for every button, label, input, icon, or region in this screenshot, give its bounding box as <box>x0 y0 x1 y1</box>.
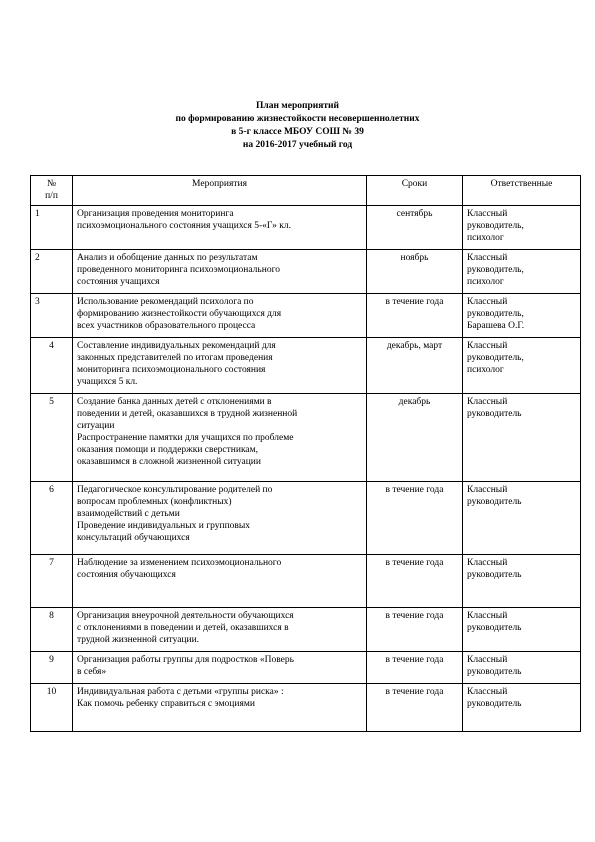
responsible-line: руководитель, <box>467 309 524 319</box>
activity-line: учащихся 5 кл. <box>77 377 138 387</box>
table-body <box>31 206 581 732</box>
responsible-line: Классный <box>467 297 508 307</box>
activity-line: Наблюдение за изменением психоэмоционального <box>77 558 282 568</box>
activity-line: Создание банка данных детей с отклонениями в <box>77 397 272 407</box>
row-number: 7 <box>31 555 73 608</box>
responsible-line: Классный <box>467 253 508 263</box>
row-dates: декабрь <box>367 394 463 482</box>
row-responsible <box>463 394 581 482</box>
activity-line: оказания помощи и поддержки сверстникам, <box>77 445 259 455</box>
activity-line: состояния обучающихся <box>77 570 176 580</box>
activity-line: мониторинга психоэмоционального состояния <box>77 365 266 375</box>
activity-line: Организация работы группы для подростков «Поверь <box>77 655 294 665</box>
table-row <box>31 555 581 608</box>
header-num: № п/п <box>31 176 73 206</box>
row-dates: ноябрь <box>367 250 463 294</box>
row-responsible <box>463 684 581 732</box>
activity-line: Распространение памятки для учащихся по проблеме <box>77 433 294 443</box>
activity-line: проведенного мониторинга психоэмоционального <box>77 265 280 275</box>
table-row <box>31 338 581 394</box>
row-responsible <box>463 555 581 608</box>
responsible-line: психолог <box>467 365 504 375</box>
activity-line: Индивидуальная работа с детьми «группы риска» : <box>77 687 284 697</box>
row-responsible <box>463 608 581 652</box>
row-number: 2 <box>31 250 73 294</box>
responsible-line: руководитель, <box>467 265 524 275</box>
document-subtitle: по формированию жизнестойкости несовершеннолетних <box>175 114 420 124</box>
responsible-line: руководитель <box>467 667 522 677</box>
activity-line: психоэмоционального состояния учащихся 5-«Г» кл. <box>77 221 292 231</box>
row-activity <box>73 684 367 732</box>
row-responsible <box>463 482 581 555</box>
activity-line: Анализ и обобщение данных по результатам <box>77 253 258 263</box>
activity-line: состояния учащихся <box>77 277 160 287</box>
table-row <box>31 482 581 555</box>
responsible-line: руководитель <box>467 497 522 507</box>
table-row <box>31 294 581 338</box>
row-activity <box>73 652 367 684</box>
row-dates: в течение года <box>367 482 463 555</box>
row-activity <box>73 294 367 338</box>
responsible-line: Классный <box>467 341 508 351</box>
row-responsible <box>463 338 581 394</box>
table-row <box>31 652 581 684</box>
document-year-line: на 2016-2017 учебный год <box>242 140 353 150</box>
responsible-line: руководитель <box>467 623 522 633</box>
responsible-line: руководитель <box>467 409 522 419</box>
activity-line: Использование рекомендаций психолога по <box>77 297 254 307</box>
row-dates: декабрь, март <box>367 338 463 394</box>
activity-line: Проведение индивидуальных и групповых <box>77 521 251 531</box>
responsible-line: руководитель <box>467 699 522 709</box>
row-dates: в течение года <box>367 684 463 732</box>
activity-line: поведении и детей, оказавшихся в трудной жизненной <box>77 409 298 419</box>
document-title: План мероприятий <box>255 101 340 111</box>
activity-line: консультаций обучающихся <box>77 533 190 543</box>
activity-line: Организация проведения мониторинга <box>77 209 234 219</box>
responsible-line: Классный <box>467 687 508 697</box>
header-activity: Мероприятия <box>73 176 367 206</box>
row-activity <box>73 338 367 394</box>
responsible-line: психолог <box>467 277 504 287</box>
row-dates: в течение года <box>367 652 463 684</box>
plan-table <box>30 175 581 732</box>
responsible-line: Классный <box>467 209 508 219</box>
row-number: 9 <box>31 652 73 684</box>
activity-line: Педагогическое консультирование родителей по <box>77 485 273 495</box>
table-row <box>31 250 581 294</box>
document-class-line: в 5-г классе МБОУ СОШ № 39 <box>231 127 364 137</box>
row-number: 3 <box>31 294 73 338</box>
responsible-line: Барашева О.Г. <box>467 321 525 331</box>
responsible-line: Классный <box>467 397 508 407</box>
row-dates: сентябрь <box>367 206 463 250</box>
responsible-line: руководитель, <box>467 353 524 363</box>
table-row <box>31 394 581 482</box>
header-dates: Сроки <box>367 176 463 206</box>
row-dates: в течение года <box>367 608 463 652</box>
row-activity <box>73 555 367 608</box>
activity-line: Составление индивидуальных рекомендаций для <box>77 341 276 351</box>
row-number: 5 <box>31 394 73 482</box>
responsible-line: Классный <box>467 611 508 621</box>
row-number: 4 <box>31 338 73 394</box>
table-row <box>31 684 581 732</box>
row-activity <box>73 608 367 652</box>
responsible-line: Классный <box>467 655 508 665</box>
document-header <box>0 100 595 152</box>
header-responsible: Ответственные <box>463 176 581 206</box>
activity-line: оказавшимся в сложной жизненной ситуации <box>77 457 261 467</box>
responsible-line: психолог <box>467 233 504 243</box>
responsible-line: руководитель, <box>467 221 524 231</box>
row-number: 6 <box>31 482 73 555</box>
responsible-line: руководитель <box>467 570 522 580</box>
row-dates: в течение года <box>367 555 463 608</box>
row-number: 10 <box>31 684 73 732</box>
activity-line: ситуации <box>77 421 115 431</box>
row-activity <box>73 394 367 482</box>
row-activity <box>73 250 367 294</box>
table-header-row <box>31 176 581 206</box>
activity-line: трудной жизненной ситуации. <box>77 635 200 645</box>
responsible-line: Классный <box>467 558 508 568</box>
table-row <box>31 608 581 652</box>
activity-line: законных представителей по итогам проведения <box>77 353 273 363</box>
row-responsible <box>463 206 581 250</box>
row-dates: в течение года <box>367 294 463 338</box>
row-activity <box>73 482 367 555</box>
table-row <box>31 206 581 250</box>
activity-line: вопросам проблемных (конфликтных) <box>77 497 232 507</box>
activity-line: с отклонениями в поведении и детей, оказавшихся в <box>77 623 289 633</box>
activity-line: всех участников образовательного процесса <box>77 321 256 331</box>
row-number: 8 <box>31 608 73 652</box>
row-responsible <box>463 652 581 684</box>
activity-line: в себя» <box>77 667 107 677</box>
activity-line: взаимодействий с детьми <box>77 509 180 519</box>
row-responsible <box>463 294 581 338</box>
activity-line: Организация внеурочной деятельности обучающихся <box>77 611 294 621</box>
row-activity <box>73 206 367 250</box>
responsible-line: Классный <box>467 485 508 495</box>
activity-line: формированию жизнестойкости обучающихся для <box>77 309 282 319</box>
activity-line: Как помочь ребенку справиться с эмоциями <box>77 699 255 709</box>
row-number: 1 <box>31 206 73 250</box>
row-responsible <box>463 250 581 294</box>
